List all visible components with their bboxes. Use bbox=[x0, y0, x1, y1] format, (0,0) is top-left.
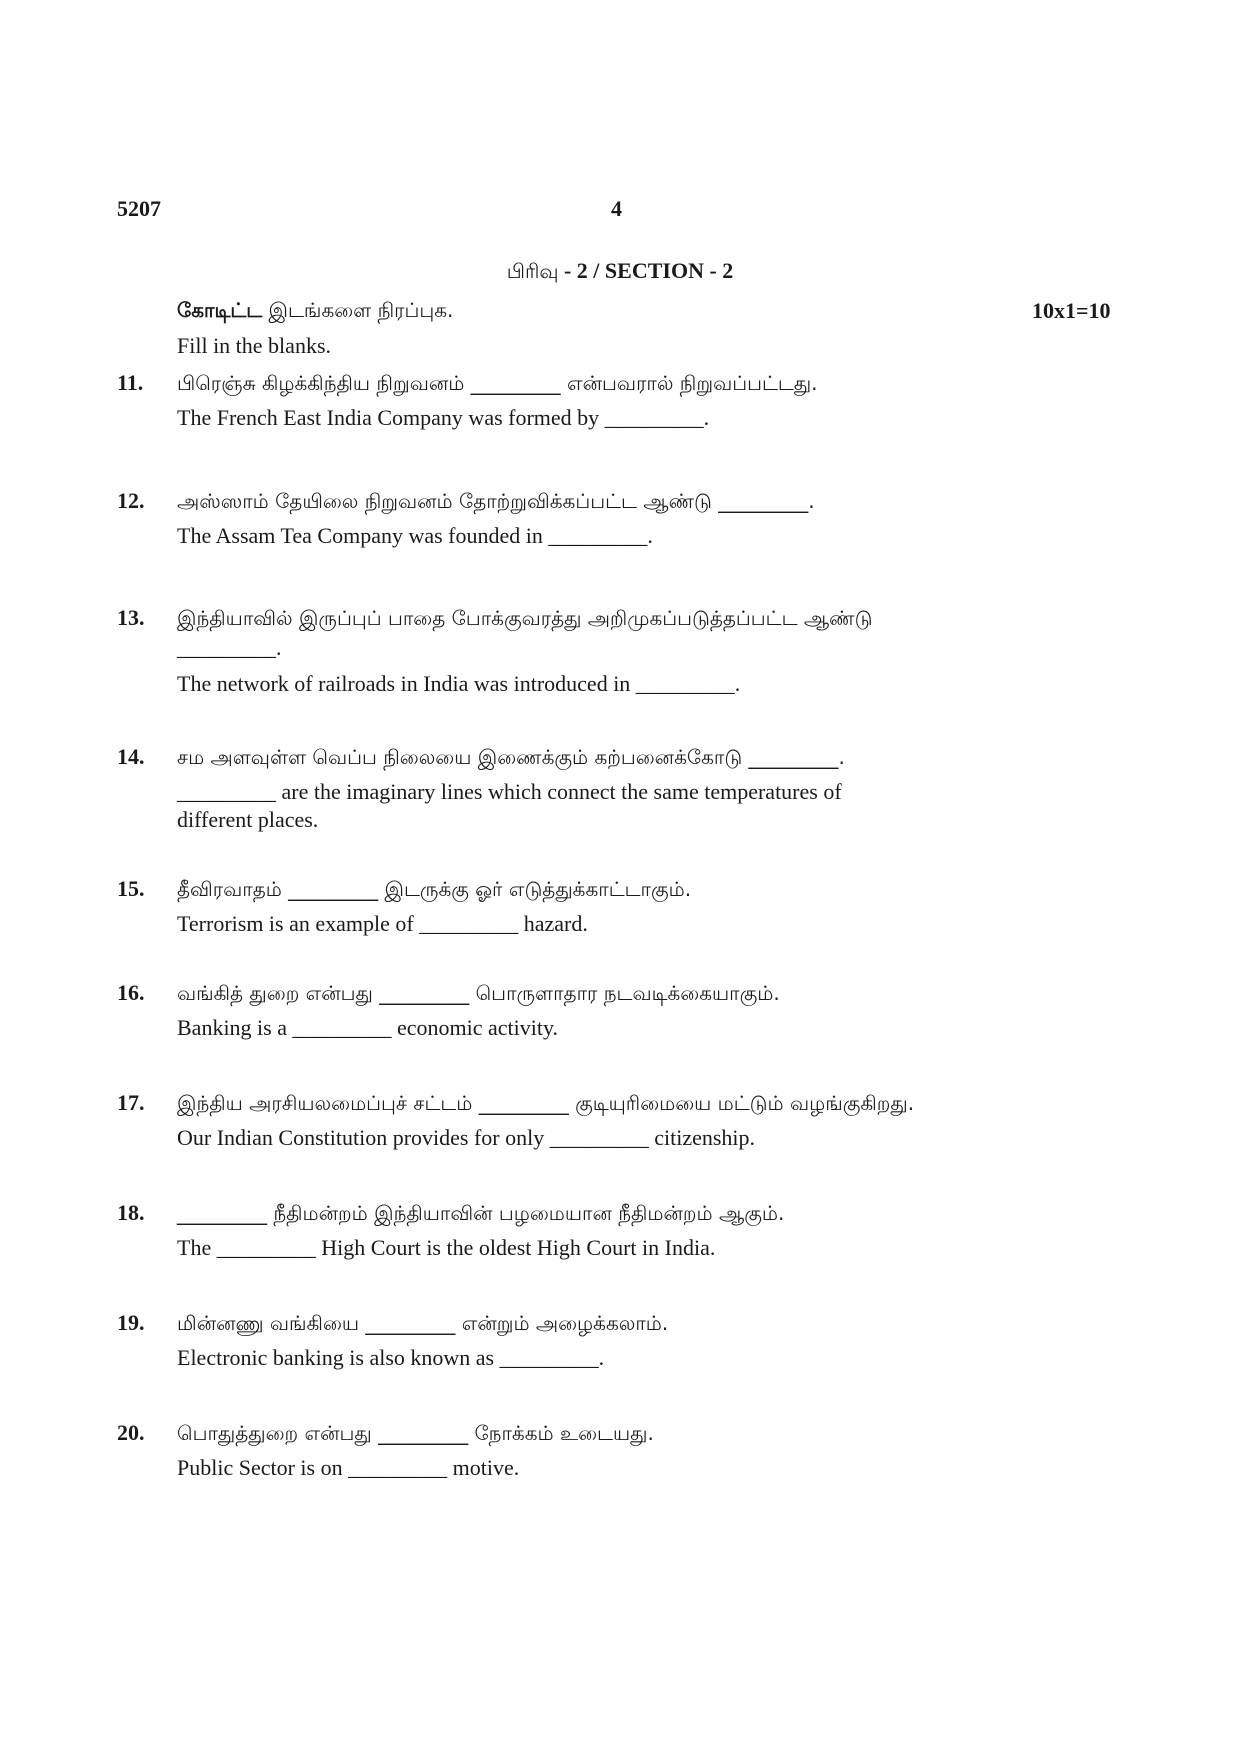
question-text-tamil: வங்கித் துறை என்பது _________ பொருளாதார நடவடிக்கையாகும். bbox=[177, 981, 780, 1005]
question-number: 11. bbox=[117, 370, 144, 395]
question-number: 13. bbox=[117, 605, 145, 630]
question-text-english: Public Sector is on _________ motive. bbox=[177, 1455, 520, 1480]
question-number: 16. bbox=[117, 980, 145, 1005]
question-text-english: Banking is a _________ economic activity. bbox=[177, 1015, 559, 1040]
question-text-english: The network of railroads in India was introduced in _________. bbox=[177, 671, 741, 696]
question-number: 17. bbox=[117, 1090, 145, 1115]
question-number: 14. bbox=[117, 744, 145, 769]
question-text-english: different places. bbox=[177, 807, 319, 832]
question-number: 20. bbox=[117, 1420, 145, 1445]
section-title-english: - 2 / SECTION - 2 bbox=[558, 258, 734, 283]
question-text-tamil: இந்தியாவில் இருப்புப் பாதை போக்குவரத்து அறிமுகப்படுத்தப்பட்ட ஆண்டு bbox=[177, 606, 873, 630]
question-text-english: The French East India Company was formed by _________. bbox=[177, 405, 710, 430]
paper-code: 5207 bbox=[117, 196, 161, 221]
question-text-tamil: அஸ்ஸாம் தேயிலை நிறுவனம் தோற்றுவிக்கப்பட்ட ஆண்டு _________. bbox=[177, 489, 815, 513]
instruction-tamil bbox=[177, 298, 453, 325]
question-text-tamil: பொதுத்துறை என்பது _________ நோக்கம் உடையது. bbox=[177, 1421, 654, 1445]
question-text-english: _________ are the imaginary lines which connect the same temperatures of bbox=[177, 779, 842, 804]
question-text-english: Our Indian Constitution provides for only _________ citizenship. bbox=[177, 1125, 756, 1150]
instruction-tamil-rest: இடங்களை நிரப்புக. bbox=[262, 298, 454, 322]
question-number: 18. bbox=[117, 1200, 145, 1225]
question-text-tamil: மின்னணு வங்கியை _________ என்றும் அழைக்கலாம். bbox=[177, 1311, 669, 1335]
question-number: 12. bbox=[117, 488, 145, 513]
question-text-english: The Assam Tea Company was founded in _________. bbox=[177, 523, 653, 548]
question-text-english: _________. bbox=[177, 635, 282, 660]
question-text-tamil: சம அளவுள்ள வெப்ப நிலையை இணைக்கும் கற்பனைக்கோடு _________. bbox=[177, 745, 845, 769]
question-text-tamil: தீவிரவாதம் _________ இடருக்கு ஓர் எடுத்துக்காட்டாகும். bbox=[177, 877, 692, 901]
section-title bbox=[0, 258, 1240, 286]
marks-allocation: 10x1=10 bbox=[1032, 298, 1111, 323]
question-text-tamil: இந்திய அரசியலமைப்புச் சட்டம் _________ குடியுரிமையை மட்டும் வழங்குகிறது. bbox=[177, 1091, 915, 1115]
question-text-english: Electronic banking is also known as _________. bbox=[177, 1345, 605, 1370]
instruction-tamil-bold: கோடிட்ட bbox=[177, 298, 263, 322]
question-text-english: The _________ High Court is the oldest High Court in India. bbox=[177, 1235, 716, 1260]
page-number: 4 bbox=[611, 196, 622, 221]
question-text-english: Terrorism is an example of _________ hazard. bbox=[177, 911, 588, 936]
question-text-tamil: _________ நீதிமன்றம் இந்தியாவின் பழமையான நீதிமன்றம் ஆகும். bbox=[177, 1201, 785, 1225]
instruction-english: Fill in the blanks. bbox=[177, 333, 331, 358]
question-number: 15. bbox=[117, 876, 145, 901]
question-text-tamil: பிரெஞ்சு கிழக்கிந்திய நிறுவனம் _________ என்பவரால் நிறுவப்பட்டது. bbox=[177, 371, 818, 395]
question-number: 19. bbox=[117, 1310, 145, 1335]
section-title-tamil: பிரிவு bbox=[506, 259, 559, 283]
